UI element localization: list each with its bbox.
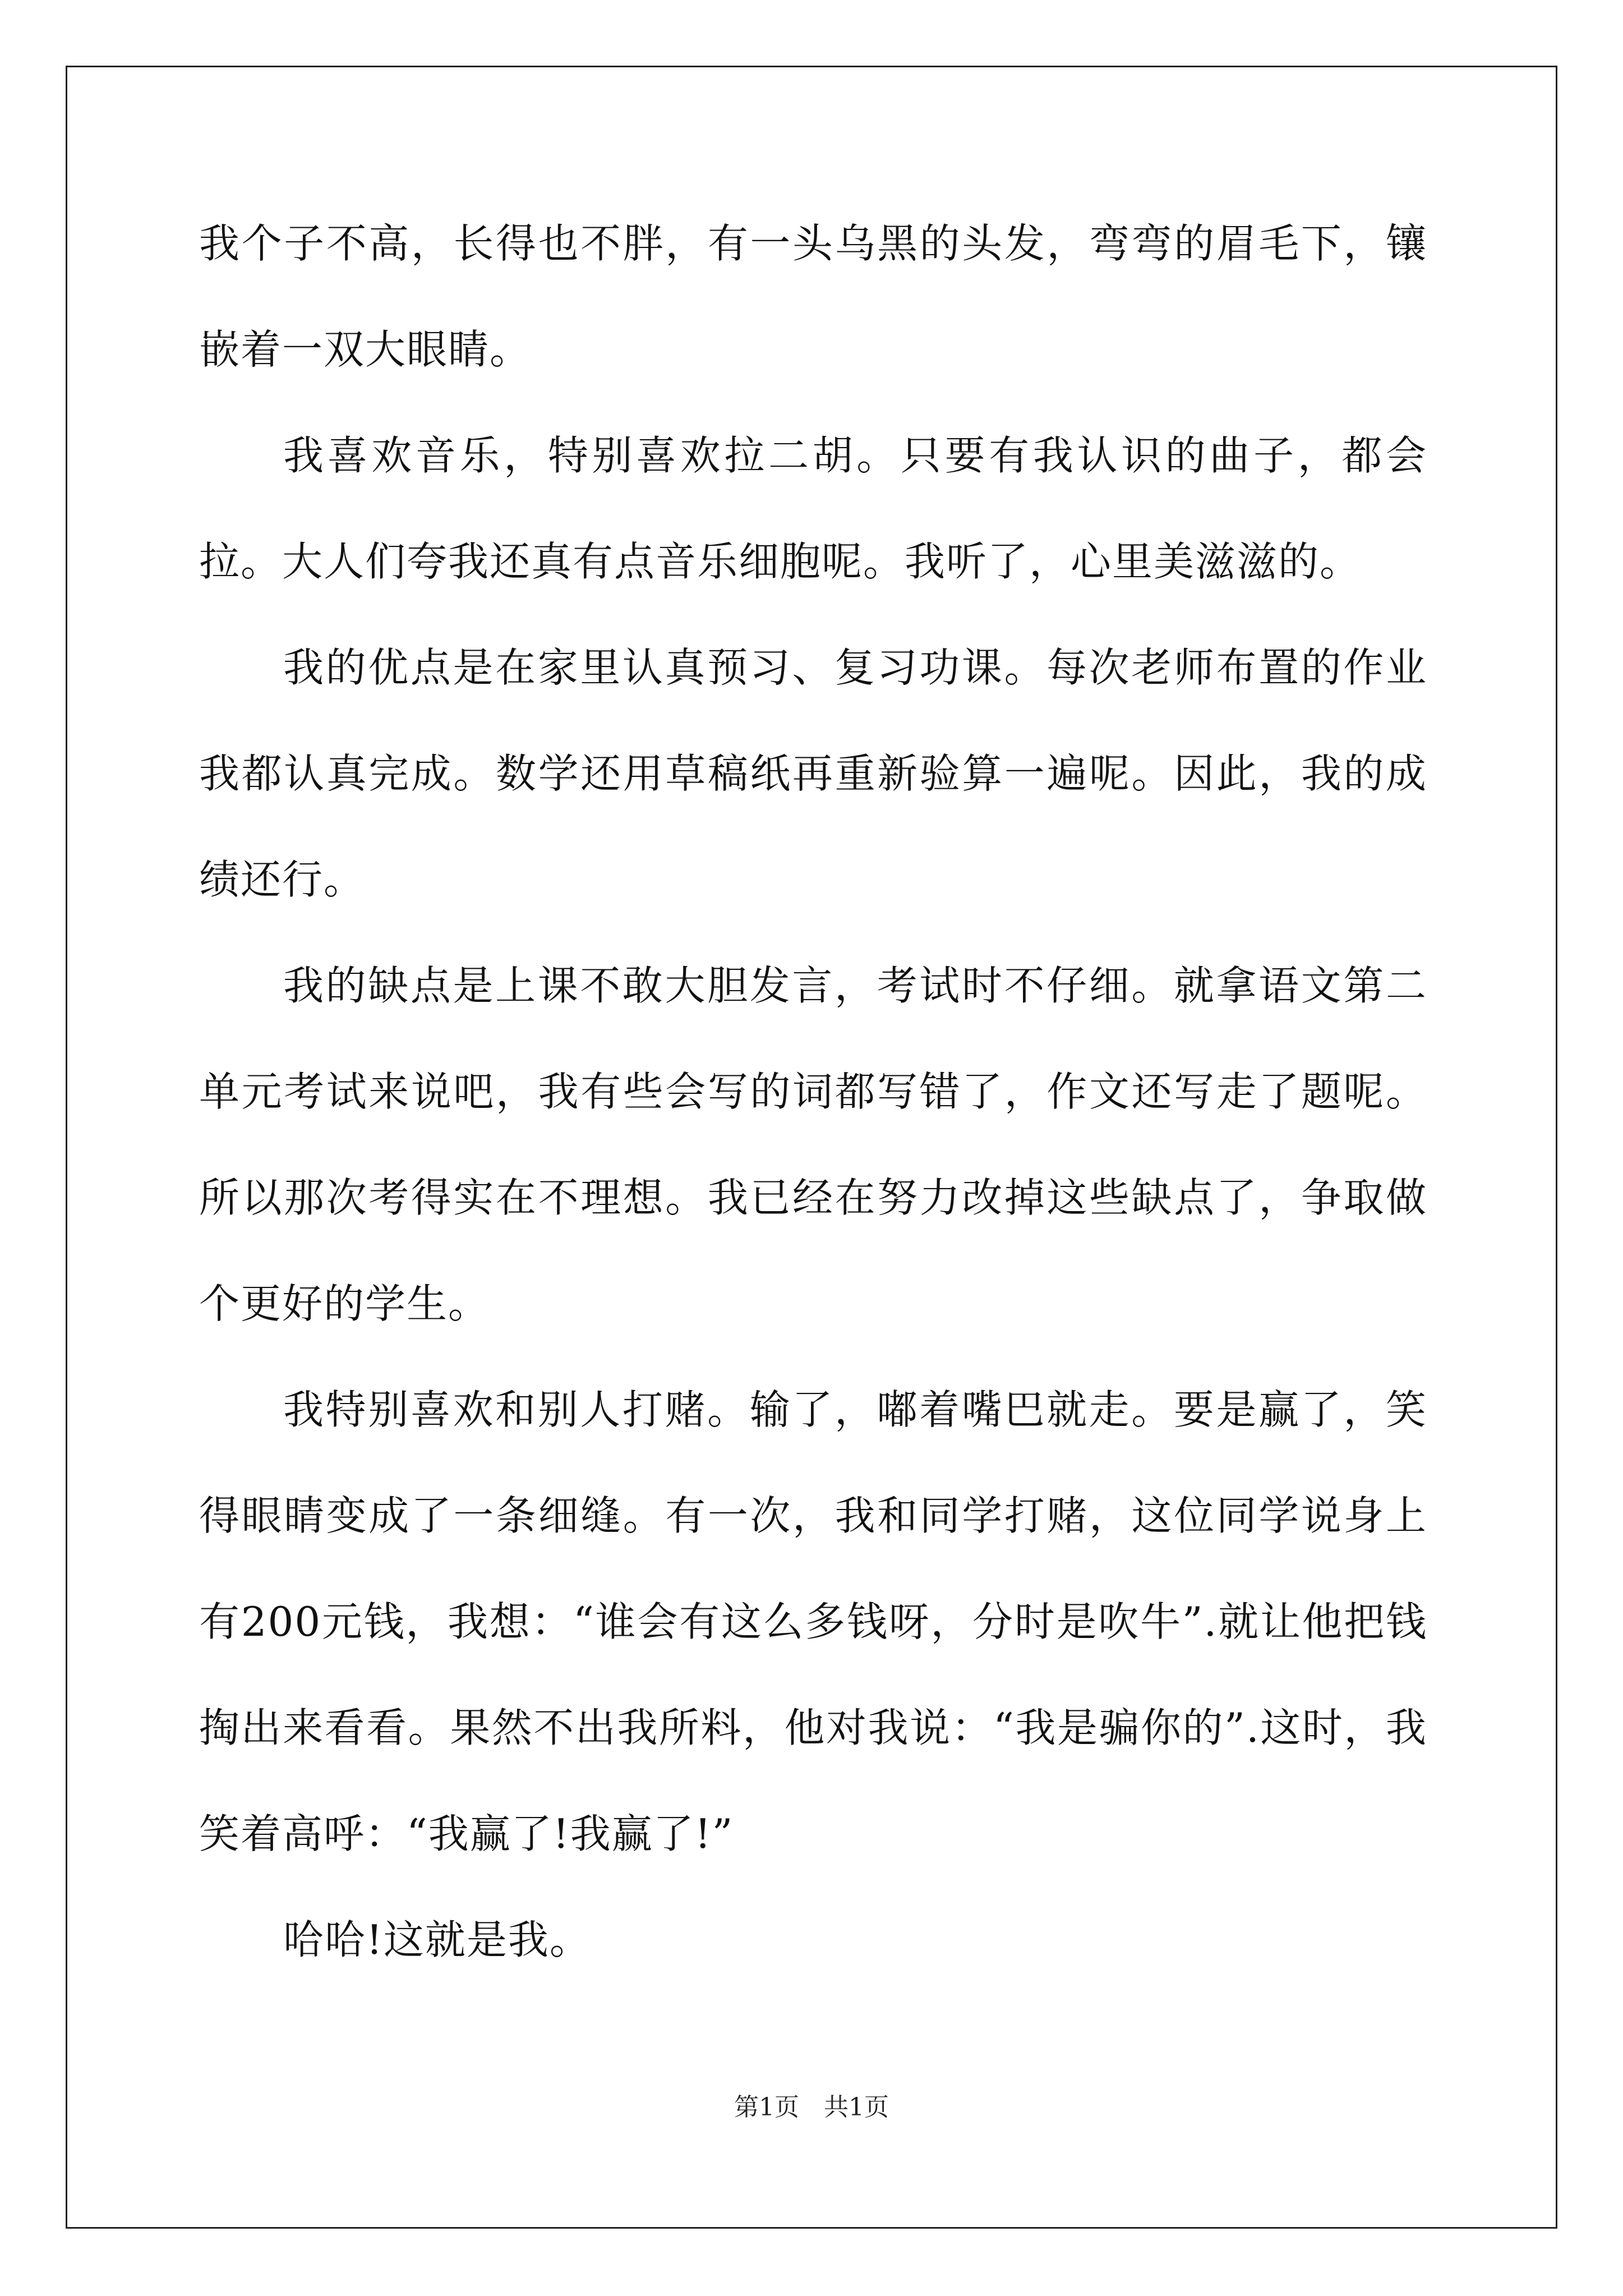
page-number-footer: 第1页 共1页: [734, 2093, 889, 2122]
document-body: [199, 191, 1427, 1993]
paragraph-1: 我个子不高，长得也不胖，有一头乌黑的头发，弯弯的眉毛下，镶嵌着一双大眼睛。: [199, 220, 1427, 373]
paragraph-3: 我的优点是在家里认真预习、复习功课。每次老师布置的作业我都认真完成。数学还用草稿纸再重新验算一遍呢。因此，我的成绩还行。: [199, 644, 1427, 903]
paragraph-2: 我喜欢音乐，特别喜欢拉二胡。只要有我认识的曲子，都会拉。大人们夸我还真有点音乐细胞呢。我听了，心里美滋滋的。: [199, 432, 1427, 585]
paragraph-5: 我特别喜欢和别人打赌。输了，嘟着嘴巴就走。要是赢了，笑得眼睛变成了一条细缝。有一次，我和同学打赌，这位同学说身上有200元钱，我想：“谁会有这么多钱呀，分时是吹牛”.就让他把钱掏出来看看。果然不出我所料，他对我说：“我是骗你的”.这时，我笑着高呼：“我赢了!我赢了!”: [199, 1386, 1427, 1857]
paragraph-6: 哈哈!这就是我。: [283, 1916, 591, 1963]
paragraph-4: 我的缺点是上课不敢大胆发言，考试时不仔细。就拿语文第二单元考试来说吧，我有些会写的词都写错了，作文还写走了题呢。所以那次考得实在不理想。我已经在努力改掉这些缺点了，争取做个更好的学生。: [199, 962, 1427, 1327]
